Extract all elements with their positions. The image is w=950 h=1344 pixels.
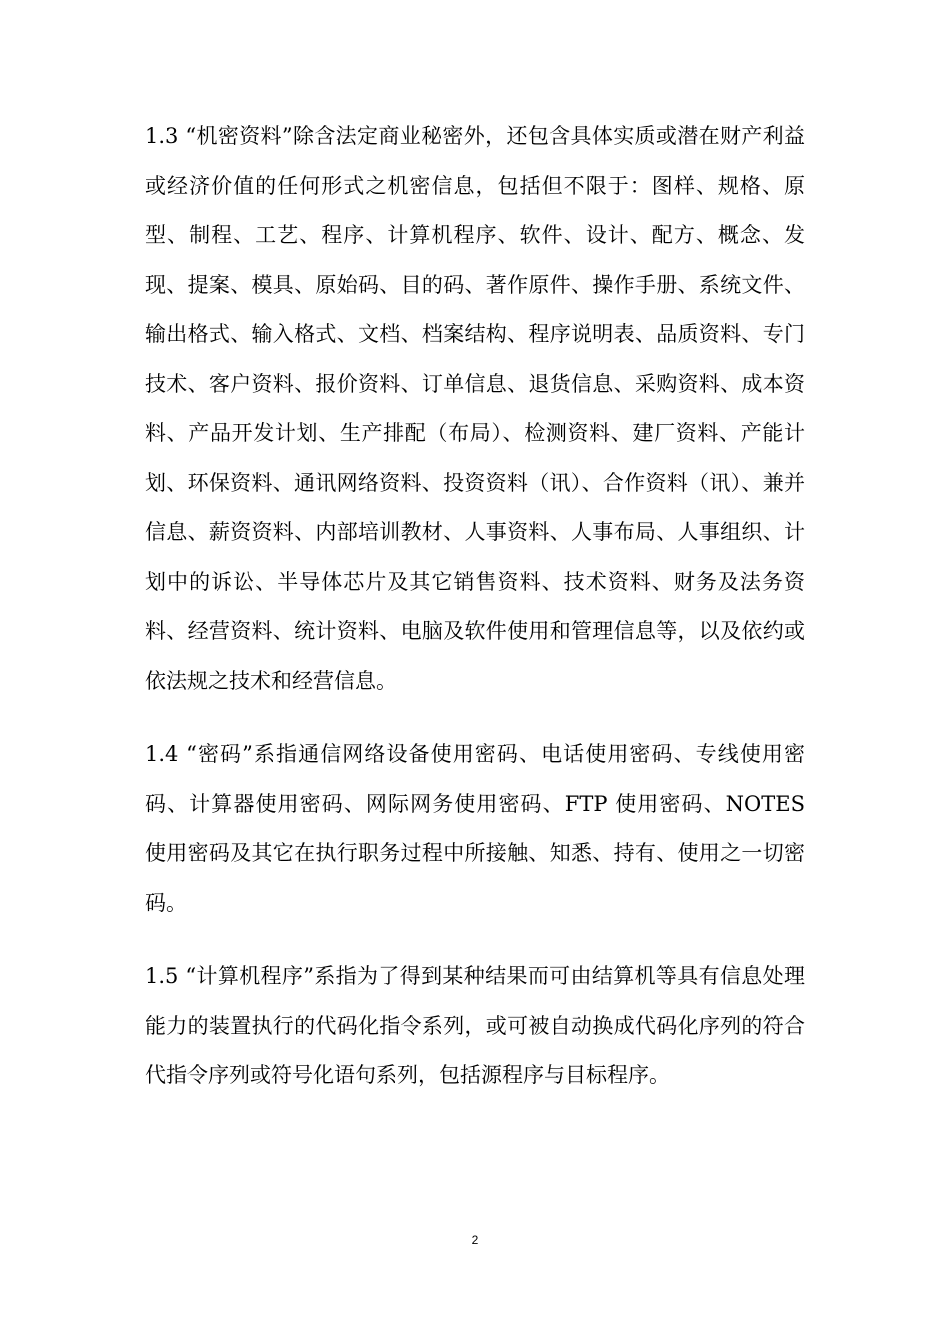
paragraph-1-4: 1.4 “密码”系指通信网络设备使用密码、电话使用密码、专线使用密码、计算器使用密码、网际网务使用密码、FTP 使用密码、NOTES 使用密码及其它在执行职务过程中所接触、知悉、持有、使用之一切密码。 xyxy=(145,742,805,915)
paragraph-1-5: 1.5 “计算机程序”系指为了得到某种结果而可由结算机等具有信息处理能力的装置执行的代码化指令系列，或可被自动换成代码化序列的符合代指令序列或符号化语句系列，包括源程序与目标程序。 xyxy=(145,964,805,1087)
paragraph-1-3: 1.3 “机密资料”除含法定商业秘密外，还包含具体实质或潜在财产利益或经济价值的任何形式之机密信息，包括但不限于：图样、规格、原型、制程、工艺、程序、计算机程序、软件、设计、配方、概念、发现、提案、模具、原始码、目的码、著作原件、操作手册、系统文件、输出格式、输入格式、文档、档案结构、程序说明表、品质资料、专门技术、客户资料、报价资料、订单信息、退货信息、采购资料、成本资料、产品开发计划、生产排配（布局）、检测资料、建厂资料、产能计划、环保资料、通讯网络资料、投资资料（讯）、合作资料（讯）、兼并信息、薪资资料、内部培训教材、人事资料、人事布局、人事组织、计划中的诉讼、半导体芯片及其它销售资料、技术资料、财务及法务资料、经营资料、统计资料、电脑及软件使用和管理信息等，以及依约或依法规之技术和经营信息。 xyxy=(145,124,805,693)
document-body xyxy=(145,112,805,1125)
page-number: 2 xyxy=(471,1233,479,1247)
